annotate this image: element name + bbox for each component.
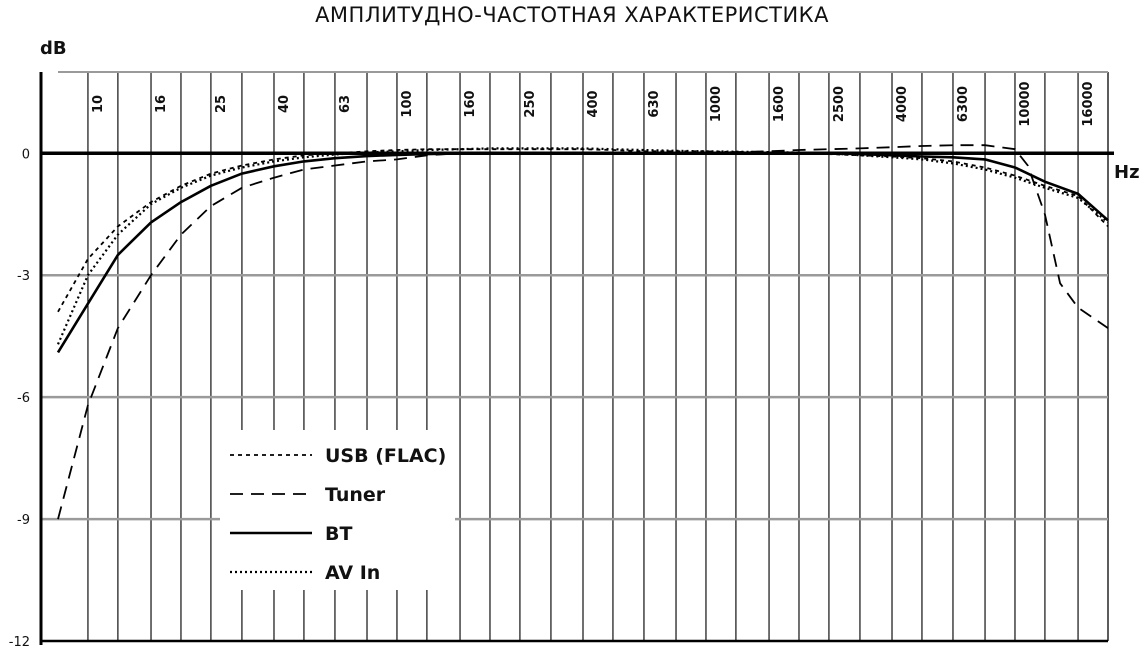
- x-tick-label: 16: [154, 94, 170, 114]
- x-tick-label: 400: [586, 90, 601, 118]
- x-tick-label: 1600: [772, 85, 788, 123]
- y-tick-label: -3: [17, 269, 30, 285]
- legend-label: Tuner: [325, 484, 386, 506]
- x-tick-label: 25: [213, 94, 229, 114]
- x-tick-label: 250: [522, 90, 538, 118]
- y-axis-label: dB: [40, 38, 67, 59]
- chart-title: АМПЛИТУДНО-ЧАСТОТНАЯ ХАРАКТЕРИСТИКА: [315, 3, 829, 27]
- x-tick-label: 100: [399, 90, 415, 118]
- x-tick-label: 4000: [895, 85, 911, 123]
- x-tick-label: 63: [337, 94, 353, 114]
- x-tick-label: 40: [276, 94, 292, 114]
- x-tick-label: 16000: [1081, 81, 1097, 127]
- y-tick-label: 0: [21, 147, 30, 163]
- x-tick-label: 630: [646, 90, 662, 118]
- legend-label: AV In: [325, 562, 381, 584]
- x-tick-label: 10000: [1017, 81, 1033, 127]
- x-axis-label: Hz: [1114, 162, 1140, 183]
- y-tick-label: -9: [17, 513, 30, 529]
- legend-label: USB (FLAC): [325, 445, 447, 467]
- y-tick-label: -12: [8, 635, 30, 647]
- legend-label: BT: [325, 523, 353, 545]
- x-tick-label: 6300: [955, 85, 971, 123]
- y-tick-label: -6: [17, 391, 30, 407]
- x-tick-label: 2500: [831, 85, 847, 123]
- x-tick-label: 1000: [708, 85, 724, 123]
- y-tick-labels: [9, 147, 30, 647]
- x-tick-label: 10: [90, 94, 106, 114]
- x-tick-label: 160: [463, 90, 479, 118]
